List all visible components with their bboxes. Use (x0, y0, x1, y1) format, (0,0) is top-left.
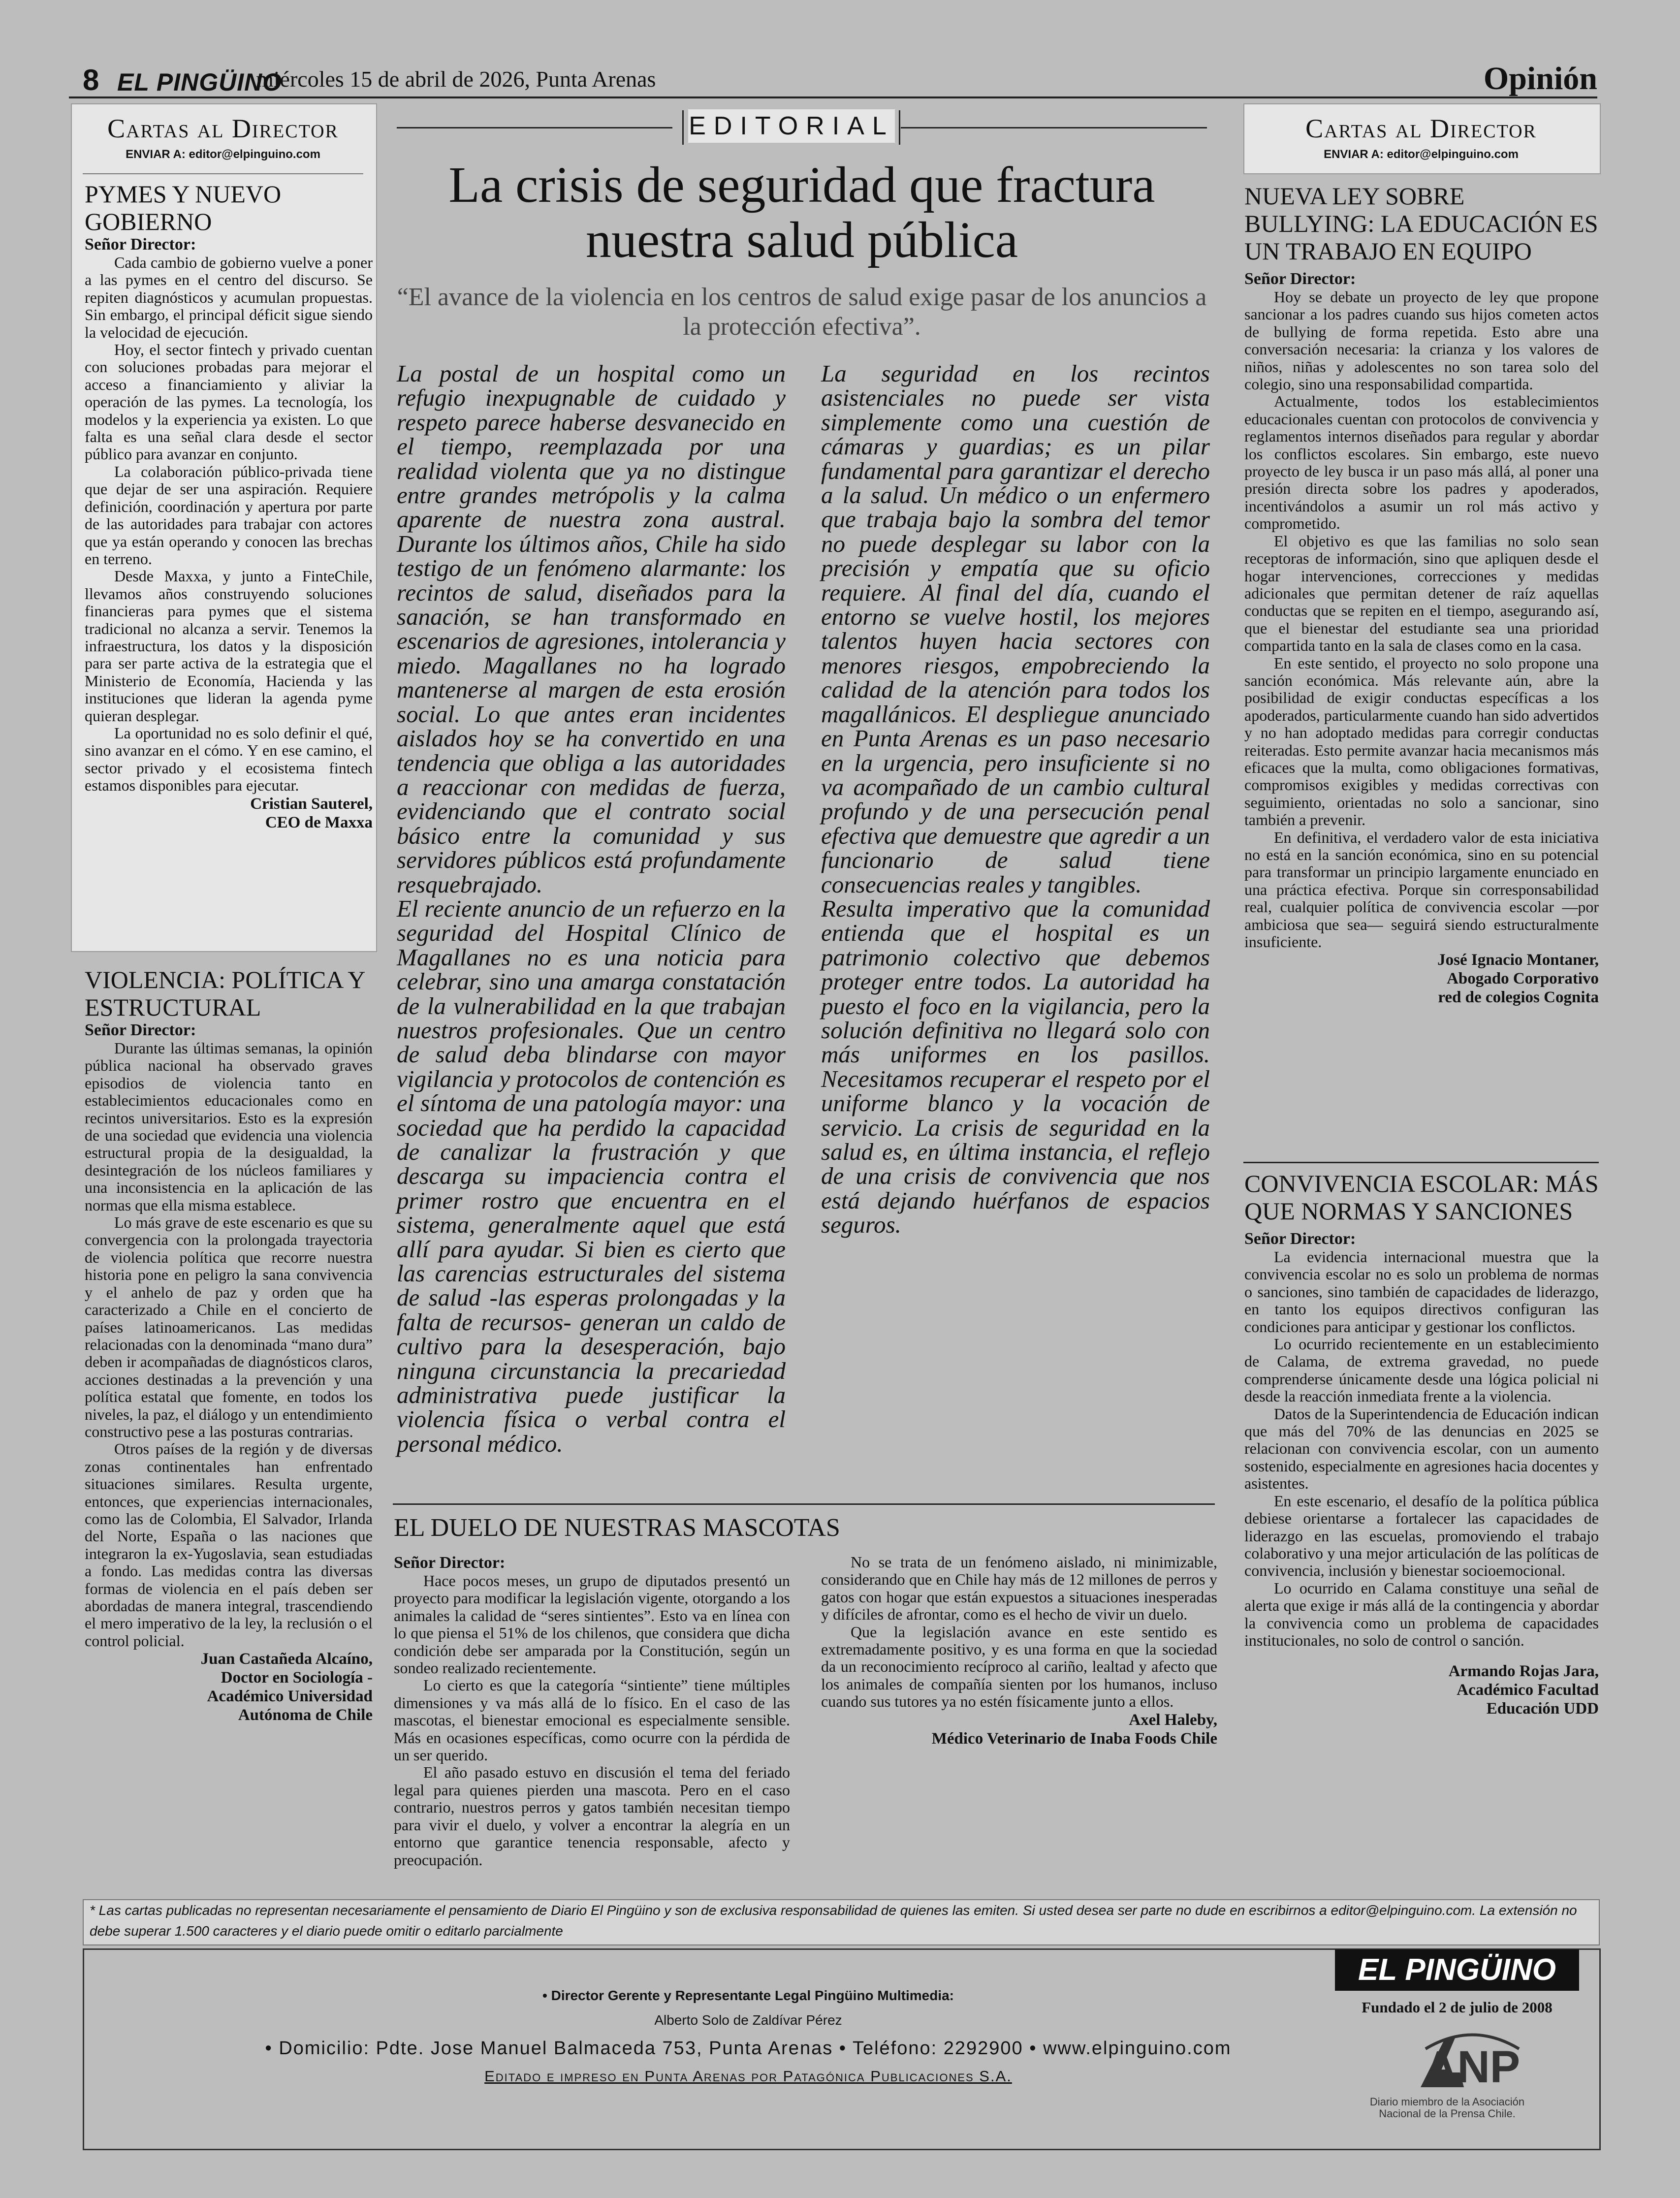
section-title: Opinión (1483, 61, 1597, 96)
letter-bullying (1244, 182, 1599, 1007)
letter-paragraph: Desde Maxxa, y junto a FinteChile, llevamos años construyendo soluciones financieras para pymes que el sistema tradicional no alcanza a servir. Tenemos la infraestructura, los datos y la disposición para ser parte activa de la estrategia que el Ministerio de Economía, Hacienda y las instituciones que lideran la agenda pyme quieran desplegar. (85, 567, 373, 725)
letter-paragraph: En definitiva, el verdadero valor de esta iniciativa no está en la sanción económica, sino en su potencial para transformar un principio largamente enunciado en una práctica efectiva. Porque sin corresponsabilidad real, cualquier política de convivencia escolar —por ambiciosa que sea— seguirá siendo estructuralmente insuficiente. (1244, 828, 1599, 951)
imprint-address: • Domicilio: Pdte. Jose Manuel Balmaceda 753, Punta Arenas • Teléfono: 2292900 • www.elpinguino.com (265, 2038, 1232, 2059)
letter-paragraph: La evidencia internacional muestra que la convivencia escolar no es solo un problema de normas o sanciones, sino también de capacidades de liderazgo, en tanto los equipos directivos configuran las condiciones para anticipar y gestionar los conflictos. (1244, 1248, 1599, 1336)
imprint-printed-by: Editado e impreso en Punta Arenas por Patagónica Publicaciones S.A. (484, 2068, 1012, 2085)
letter-pymes (85, 180, 373, 832)
letter-paragraph: Lo cierto es que la categoría “sintiente” tiene múltiples dimensiones y va más allá de lo físico. En el caso de las mascotas, el bienestar emocional es especialmente sensible. Más en ocasiones específicas, como ocurre con la pérdida de un ser querido. (394, 1676, 790, 1764)
letters-email-rule (83, 173, 363, 174)
editorial-paragraph: El reciente anuncio de un refuerzo en la seguridad del Hospital Clínico de Magallanes no es una noticia para celebrar, sino una amarga constatación de la vulnerabilidad en la que trabajan nuestros profesionales. Que un centro de salud deba blindarse con mayor vigilancia y protocolos de contención es el síntoma de una patología mayor: una sociedad que ha perdido la capacidad de canalizar la frustración y que descarga su impaciencia contra el primer rostro que encuentra en el sistema, generalmente aquel que está allí para ayudar. Si bien es cierto que las carencias estructurales del sistema de salud -las esperas prolongadas y la falta de recursos- generan un caldo de cultivo para la desesperación, bajo ninguna circunstancia la precariedad administrativa puede justificar la violencia física o verbal contra el personal médico. (397, 894, 786, 1457)
letter-paragraph: Cada cambio de gobierno vuelve a poner a las pymes en el centro del discurso. Se repiten diagnósticos y acumulan propuestas. Sin embargo, el principal déficit sigue siendo la velocidad de ejecución. (85, 254, 373, 341)
anp-logo-text: ANP (1424, 2042, 1521, 2092)
editorial-headline: La crisis de seguridad que fractura nuestra salud pública (448, 157, 1155, 268)
letter-paragraph: En este escenario, el desafío de la política pública debiese orientarse a fortalecer las capacidades de liderazgo en las escuelas, promoviendo el trabajo colaborativo y una mejor articulación de las políticas de convivencia, inclusión y bienestar socioemocional. (1244, 1492, 1599, 1580)
letter-violencia (85, 966, 373, 1724)
letter-signature-name: Cristian Sauterel, (250, 795, 373, 813)
letter-salutation: Señor Director: (85, 1021, 196, 1039)
letters-box-right-header (1243, 104, 1599, 161)
letter-paragraph: Lo más grave de este escenario es que su convergencia con la prolongada trayectoria de violencia política que recorre nuestra historia pone en peligro la sana convivencia y el anhelo de paz y orden que ha caracterizado a Chile en el concierto de países latinoamericanos. Las medidas relacionadas con la denominada “mano dura” deben ir acompañadas de diagnósticos claros, acciones destinadas a la prevención y una política estatal que fomente, en todos los niveles, la paz, el diálogo y un entendimiento constructivo pese a las posturas contrarias. (85, 1213, 373, 1440)
letter-salutation: Señor Director: (1244, 270, 1356, 288)
editorial-rule-left (397, 127, 672, 128)
letters-box-title: Cartas al Director (1305, 114, 1537, 143)
editorial-rule-right (901, 127, 1207, 128)
letter-signature-role: red de colegios Cognita (1438, 988, 1599, 1007)
letter-paragraph: Hoy se debate un proyecto de ley que propone sancionar a los padres cuando sus hijos cometen actos de bullying de forma repetida. Esto abre una conversación necesaria: la crianza y los valores de niños, niñas y adolescentes no son tarea solo del colegio, sino una responsabilidad compartida. (1244, 288, 1599, 393)
imprint-director-label: • Director Gerente y Representante Legal Pingüino Multimedia: (542, 1988, 954, 2003)
letter-signature-name: Juan Castañeda Alcaíno, (200, 1650, 373, 1668)
editorial-kicker: EDITORIAL (688, 109, 895, 143)
letter-paragraph: Hace pocos meses, un grupo de diputados presentó un proyecto para modificar la legislación vigente, otorgando a los animales la calidad de “seres sintientes”. Esto va en línea con lo que piensa el 51% de los chilenos, que considera que dicha condición debe ser amparada por la Constitución, según un sondeo realizado recientemente. (394, 1572, 790, 1677)
letter-signature-role: Educación UDD (1486, 1700, 1599, 1718)
letter-paragraph: Datos de la Superintendencia de Educación indican que más del 70% de las denuncias en 2025 se relacionan con convivencia escolar, con un aumento sostenido, especialmente en agresiones hacia docentes y asistentes. (1244, 1404, 1599, 1493)
letter-signature-name: José Ignacio Montaner, (1437, 951, 1599, 969)
editorial-paragraph: La postal de un hospital como un refugio inexpugnable de cuidado y respeto parece haberse desvanecido en el tiempo, reemplazada por una realidad violenta que ya no distingue entre grandes metrópolis y la calma aparente de nuestra zona austral. Durante los últimos años, Chile ha sido testigo de un fenómeno alarmante: los recintos de salud, diseñados para la sanación, se han transformado en escenarios de agresiones, intolerancia y miedo. Magallanes no ha logrado mantenerse al margen de esta erosión social. Lo que antes eran incidentes aislados hoy se ha convertido en una tendencia que obliga a las autoridades a reaccionar con medidas de fuerza, evidenciando que el contrato social básico entre la comunidad y sus servidores públicos está profundamente resquebrajado. (397, 360, 786, 898)
imprint-director-name: Alberto Solo de Zaldívar Pérez (654, 2012, 842, 2028)
letters-box-title: Cartas al Director (107, 114, 339, 143)
disclaimer-text: * Las cartas publicadas no representan necesariamente el pensamiento de Diario El Pingüino y son de exclusiva responsabilidad de quienes las emiten. Si usted desea ser parte no dude en escribirnos a editor@elpinguino.com. La extensión no debe superar 1.500 caracteres y el diario puede omitir o editarlo parcialmente (90, 1903, 1577, 1939)
letter-paragraph: Que la legislación avance en este sentido es extremadamente positivo, y es una forma en que la sociedad da un reconocimiento recíproco al cariño, lealtad y afecto que los animales de compañía sienten por los humanos, incluso cuando sus tutores ya no estén físicamente junto a ellos. (821, 1623, 1217, 1711)
letter-paragraph: Lo ocurrido recientemente en un establecimiento de Calama, de extrema gravedad, no puede comprenderse únicamente desde una lógica policial ni desde la reacción inmediata frente a la violencia. (1244, 1335, 1599, 1405)
letter-convivencia (1244, 1170, 1599, 1718)
letter-paragraph: No se trata de un fenómeno aislado, ni minimizable, considerando que en Chile hay más de 12 millones de perros y gatos con hogar que están expuestos a situaciones inesperadas y difíciles de afrontar, como es el hecho de vivir un duelo. (821, 1553, 1217, 1624)
letter-signature-name: Armando Rojas Jara, (1448, 1662, 1599, 1681)
letter-paragraph: Actualmente, todos los establecimientos educacionales cuentan con protocolos de convivencia y reglamentos internos diseñados para regular y abordar los conflictos escolares. Sin embargo, este nuevo proyecto de ley busca ir un paso más allá, al poner una presión directa sobre los padres y apoderados, incentivándolos a asumir un rol más activo y comprometido. (1244, 392, 1599, 533)
letter-title: CONVIVENCIA ESCOLAR: MÁS QUE NORMAS Y SANCIONES (1244, 1170, 1599, 1225)
header-rule (69, 96, 1597, 98)
mascotas-title: EL DUELO DE NUESTRAS MASCOTAS (394, 1514, 840, 1542)
founded-date: Fundado el 2 de julio de 2008 (1362, 1999, 1553, 2016)
editorial-column-2 (821, 361, 1210, 1489)
letter-paragraph: La colaboración público-privada tiene que dejar de ser una aspiración. Requiere definición, coordinación y apertura por parte de las autoridades para trabajar con actores que ya están operando y conocen las brechas en terreno. (85, 462, 373, 568)
letter-signature-role: Académico Universidad (207, 1688, 373, 1706)
editorial-paragraph: Resulta imperativo que la comunidad entienda que el hospital es un patrimonio colectivo que debemos proteger entre todos. La autoridad ha puesto el foco en la vigilancia, pero la solución definitiva no llegará solo con más uniformes en los pasillos. Necesitamos recuperar el respeto por el uniforme blanco y la vocación de servicio. La crisis de seguridad en la salud es, en última instancia, el reflejo de una crisis de convivencia que nos está dejando huérfanos de espacios seguros. (821, 894, 1210, 1239)
letters-email: ENVIAR A: editor@elpinguino.com (1324, 148, 1519, 161)
letters-email: ENVIAR A: editor@elpinguino.com (126, 148, 320, 161)
letter-paragraph: La oportunidad no es solo definir el qué, sino avanzar en el cómo. Y en ese camino, el sector privado y el ecosistema fintech estamos disponibles para ejecutar. (85, 724, 373, 795)
letter-paragraph: En este sentido, el proyecto no solo propone una sanción económica. Más relevante aún, abre la posibilidad de exigir conductas específicas a los apoderados, particularmente cuando han sido advertidos y no han adoptado medidas para corregir conductas reiteradas. Esto permite avanzar hacia mecanismos más eficaces que la multa, como obligaciones formativas, compromisos exigibles y medidas correctivas con seguimiento, orientadas no solo a sancionar, sino también a prevenir. (1244, 654, 1599, 829)
editorial-tick-left (682, 110, 684, 145)
letter-paragraph: Hoy, el sector fintech y privado cuentan con soluciones probadas para mejorar el acceso a financiamiento y aliviar la operación de las pymes. La tecnología, los modelos y la experiencia ya existen. Lo que falta es una señal clara desde el sector público para avanzar en conjunto. (85, 341, 373, 463)
letters-box-left-header (71, 104, 375, 161)
letter-signature-role: Autónoma de Chile (238, 1706, 373, 1724)
newspaper-brand: EL PINGÜINO (117, 68, 283, 96)
letter-signature-name: Axel Haleby, (1129, 1711, 1217, 1729)
letter-signature-role: CEO de Maxxa (265, 813, 373, 831)
editorial-column-1 (397, 361, 786, 1489)
letter-paragraph: Durante las últimas semanas, la opinión pública nacional ha observado graves episodios de violencia tanto en establecimientos educacionales como en recintos universitarios. Esto es la expresión de una sociedad que evidencia una violencia estructural propia de la desigualdad, la desintegración de los núcleos familiares y una inconsistencia en la aplicación de las normas que ella misma establece. (85, 1039, 373, 1214)
letter-salutation: Señor Director: (1244, 1230, 1356, 1248)
letter-salutation: Señor Director: (394, 1554, 506, 1572)
letter-paragraph: El año pasado estuvo en discusión el tema del feriado legal para quienes pierden una mascota. Pero en el caso contrario, nuestros perros y gatos también necesitan tiempo para vivir el duelo, y volver a encontrar la alegría en un entorno que garantice tenencia responsable, afecto y preocupación. (394, 1763, 790, 1869)
mascotas-column-1 (394, 1554, 790, 1869)
letter-paragraph: Otros países de la región y de diversas zonas continentales han enfrentado situaciones similares. Resulta urgente, entonces, que experiencias internacionales, como las de Colombia, El Salvador, Irlanda del Norte, España o las naciones que integraron la ex-Yugoslavia, sean estudiadas a fondo. Las medidas contra las diversas formas de violencia en el país deben ser abordadas de manera integral, trascendiendo el mero imperativo de la ley, la reclusión o el control policial. (85, 1440, 373, 1650)
issue-date: miércoles 15 de abril de 2026, Punta Arenas (256, 66, 656, 92)
letter-signature-role: Médico Veterinario de Inaba Foods Chile (931, 1729, 1217, 1748)
editorial-deck: “El avance de la violencia en los centros de salud exige pasar de los anuncios a la protección efectiva”. (397, 283, 1207, 341)
mascotas-rule (393, 1503, 1215, 1505)
page-number: 8 (83, 64, 99, 96)
newspaper-logo: EL PINGÜINO (1335, 1949, 1579, 1991)
letter-paragraph: Lo ocurrido en Calama constituye una señal de alerta que exige ir más allá de la contingencia y abordar la convivencia como un problema de capacidades institucionales, no solo de control o sanción. (1244, 1579, 1599, 1649)
anp-logo (1411, 2018, 1534, 2092)
letter-divider (1243, 1162, 1599, 1163)
letter-signature-role: Abogado Corporativo (1447, 970, 1599, 988)
editorial-paragraph: La seguridad en los recintos asistenciales no puede ser vista simplemente como una cuestión de cámaras y guardias; es un pilar fundamental para garantizar el derecho a la salud. Un médico o un enfermero que trabaja bajo la sombra del temor no puede desplegar su labor con la precisión y empatía que su oficio requiere. Al final del día, cuando el entorno se vuelve hostil, los mejores talentos huyen hacia sectores con menores riesgos, empobreciendo la calidad de la atención para todos los magallánicos. El despliegue anunciado en Punta Arenas es un paso necesario en la urgencia, pero insuficiente si no va acompañado de un cambio cultural profundo y de una persecución penal efectiva que demuestre que agredir a un funcionario de salud tiene consecuencias reales y tangibles. (821, 360, 1210, 898)
editorial-tick-right (899, 110, 900, 145)
letter-signature-role: Doctor en Sociología - (221, 1669, 373, 1687)
letter-paragraph: El objetivo es que las familias no solo sean receptoras de información, sino que apliquen desde el hogar intervenciones, correcciones y medidas adicionales que permitan detener de raíz aquellas conductas que se repiten en el tiempo, asegurando así, que el bienestar del estudiante sea una prioridad compartida tanto en la sala de clases como en la casa. (1244, 532, 1599, 655)
letter-signature-role: Académico Facultad (1457, 1681, 1599, 1699)
letter-title: NUEVA LEY SOBRE BULLYING: LA EDUCACIÓN ES UN TRABAJO EN EQUIPO (1244, 182, 1598, 265)
letter-title: VIOLENCIA: POLÍTICA Y ESTRUCTURAL (85, 966, 365, 1021)
letter-title: PYMES Y NUEVO GOBIERNO (85, 180, 282, 235)
letter-salutation: Señor Director: (85, 235, 196, 254)
mascotas-column-2 (821, 1554, 1217, 1748)
anp-caption: Diario miembro de la Asociación Nacional de la Prensa Chile. (1369, 2096, 1525, 2120)
